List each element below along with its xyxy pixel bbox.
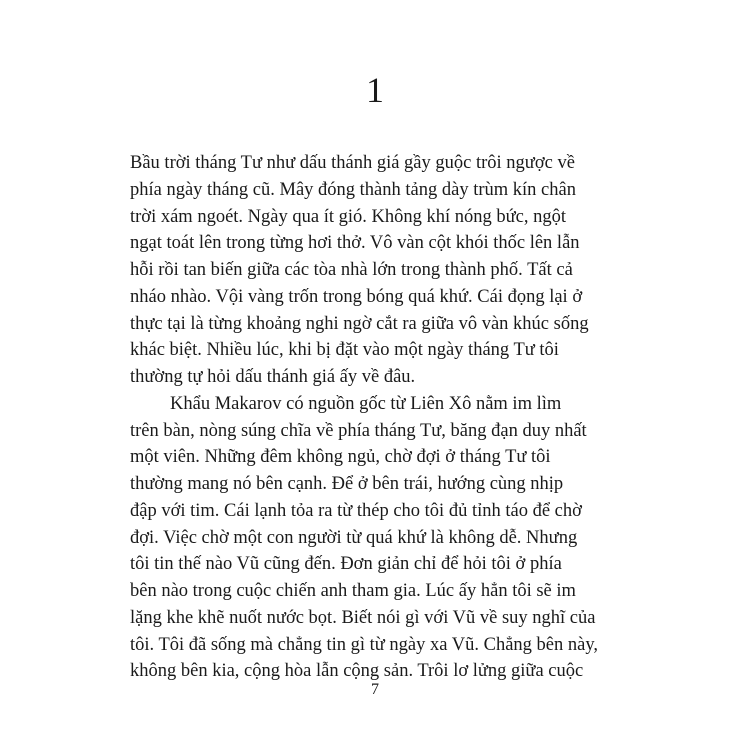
text-line: nháo nhào. Vội vàng trốn trong bóng quá khứ. Cái đọng lại ở xyxy=(130,286,583,307)
text-line: thường tự hỏi dấu thánh giá ấy về đâu. xyxy=(130,367,416,387)
text-line: khác biệt. Nhiều lúc, khi bị đặt vào một ngày tháng Tư tôi xyxy=(130,340,559,361)
text-line: phía ngày tháng cũ. Mây đóng thành tảng dày trùm kín chân xyxy=(130,179,576,200)
text-line: đợi. Việc chờ một con người từ quá khứ là không dễ. Nhưng xyxy=(130,527,578,548)
text-line: trên bàn, nòng súng chĩa về phía tháng Tư, băng đạn duy nhất xyxy=(130,420,587,441)
text-line: tôi tin thế nào Vũ cũng đến. Đơn giản chỉ để hỏi tôi ở phía xyxy=(130,554,562,575)
text-line: không bên kia, cộng hòa lẫn cộng sản. Trôi lơ lửng giữa cuộc xyxy=(130,661,584,682)
text-line: thường mang nó bên cạnh. Để ở bên trái, hướng cùng nhịp xyxy=(130,474,564,494)
text-line: tôi. Tôi đã sống mà chẳng tin gì từ ngày xa Vũ. Chẳng bên này, xyxy=(130,634,599,655)
paragraph-1 xyxy=(130,150,630,391)
text-line: Bầu trời tháng Tư như dấu thánh giá gầy guộc trôi ngược về xyxy=(130,153,575,173)
text-line: Khẩu Makarov có nguồn gốc từ Liên Xô nằm im lìm xyxy=(170,393,562,414)
text-line: thực tại là từng khoảng nghi ngờ cắt ra giữa vô vàn khúc sống xyxy=(130,313,589,334)
text-line: hỗi rồi tan biến giữa các tòa nhà lớn trong thành phố. Tất cả xyxy=(130,260,573,280)
text-line: bên nào trong cuộc chiến anh tham gia. Lúc ấy hẳn tôi sẽ im xyxy=(130,581,576,601)
body-text xyxy=(130,150,630,685)
chapter-number: 1 xyxy=(366,70,384,110)
text-line: ngạt toát lên trong từng hơi thở. Vô vàn cột khói thốc lên lẫn xyxy=(130,233,580,254)
text-line: lặng khe khẽ nuốt nước bọt. Biết nói gì với Vũ về suy nghĩ của xyxy=(130,607,596,628)
text-line: trời xám ngoét. Ngày qua ít gió. Không khí nóng bức, ngột xyxy=(130,206,567,227)
text-line: đập với tim. Cái lạnh tỏa ra từ thép cho tôi đủ tỉnh táo để chờ xyxy=(130,500,582,521)
text-line: một viên. Những đêm không ngủ, chờ đợi ở tháng Tư tôi xyxy=(130,447,551,468)
paragraph-2 xyxy=(130,391,630,685)
page-number: 7 xyxy=(371,681,379,698)
